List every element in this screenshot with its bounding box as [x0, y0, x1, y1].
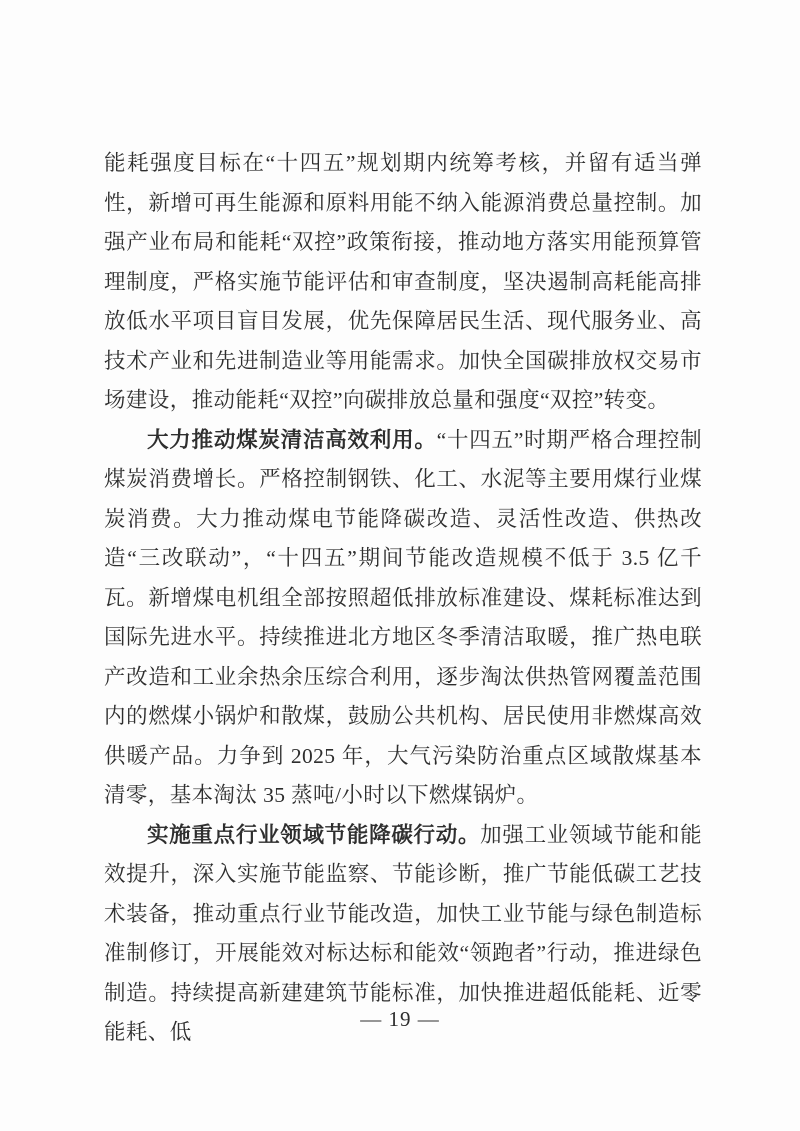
paragraph-body: 加强工业领域节能和能效提升，深入实施节能监察、节能诊断，推广节能低碳工艺技术装备，推动重点行业节能改造，加快工业节能与绿色制造标准制修订，开展能效对标达标和能效“领跑者”行动，推进绿色制造。持续提高新建建筑节能标准，加快推进超低能耗、近零能耗、低	[104, 822, 702, 1044]
paragraph-body: “十四五”时期严格合理控制煤炭消费增长。严格控制钢铁、化工、水泥等主要用煤行业煤炭消费。大力推动煤电节能降碳改造、灵活性改造、供热改造“三改联动”，“十四五”期间节能改造规模不低于 3.5 亿千瓦。新增煤电机组全部按照超低排放标准建设、煤耗标准达到国际先进水平。持续推进北方地区冬季清洁取暖，推广热电联产改造和工业余热余压综合利用，逐步淘汰供热管网覆盖范围内的燃煤小锅炉和散煤，鼓励公共机构、居民使用非燃煤高效供暖产品。力争到 2025 年，大气污染防治重点区域散煤基本清零，基本淘汰 35 蒸吨/小时以下燃煤锅炉。	[104, 427, 703, 807]
paragraph	[104, 144, 702, 421]
paragraph-lead: 实施重点行业领域节能降碳行动。	[147, 822, 481, 847]
document-text-block	[104, 144, 702, 1053]
paragraph	[104, 421, 702, 816]
paragraph-lead: 大力推动煤炭清洁高效利用。	[147, 427, 437, 452]
paragraph-body: 能耗强度目标在“十四五”规划期内统筹考核，并留有适当弹性，新增可再生能源和原料用能不纳入能源消费总量控制。加强产业布局和能耗“双控”政策衔接，推动地方落实用能预算管理制度，严格实施节能评估和审查制度，坚决遏制高耗能高排放低水平项目盲目发展，优先保障居民生活、现代服务业、高技术产业和先进制造业等用能需求。加快全国碳排放权交易市场建设，推动能耗“双控”向碳排放总量和强度“双控”转变。	[104, 151, 702, 412]
page-number: — 19 —	[360, 1007, 440, 1031]
